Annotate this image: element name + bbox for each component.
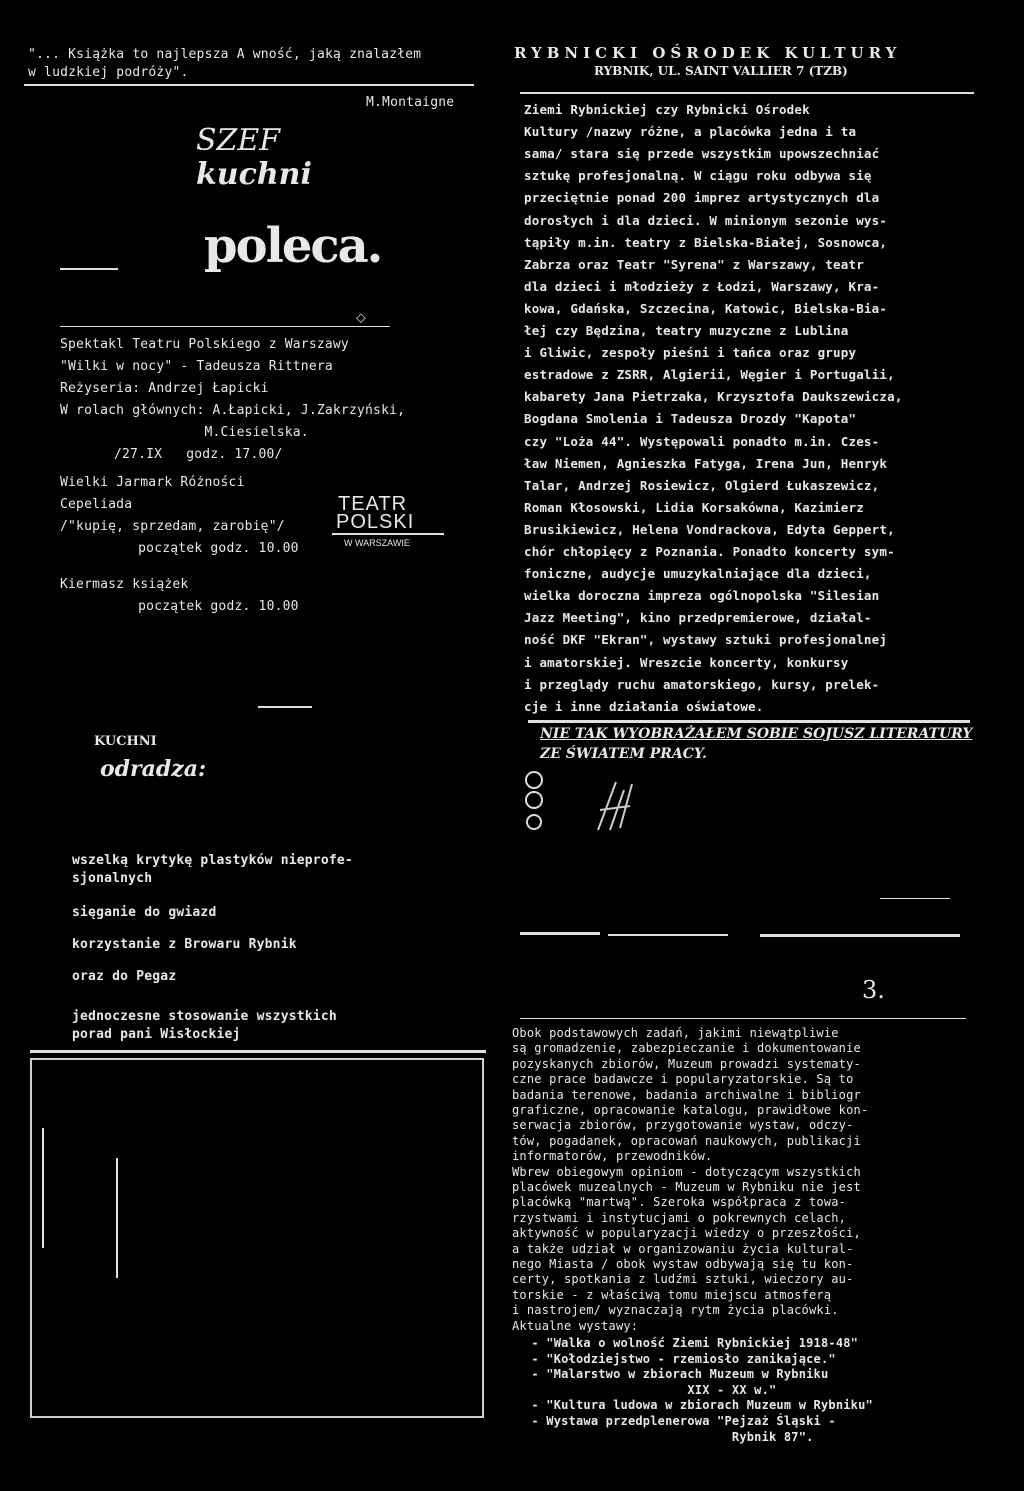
teatr-logo-line-3: W WARSZAWIE bbox=[344, 538, 410, 548]
short-dash bbox=[60, 268, 118, 270]
header-address: RYBNIK, UL. SAINT VALLIER 7 (TZB) bbox=[594, 64, 848, 78]
page-number: 3. bbox=[862, 976, 885, 1004]
quote-line-2: w ludzkiej podróży". bbox=[28, 65, 189, 80]
handwritten-line-1: NIE TAK WYOBRAŻAŁEM SOBIE SOJUSZ LITERATURY bbox=[540, 726, 973, 742]
avoid-item-3: korzystanie z Browaru Rybnik bbox=[72, 937, 297, 952]
exhibit-line-1: - "Walka o wolność Ziemi Rybnickiej 1918-48" bbox=[524, 1336, 859, 1350]
center-line-22: foniczne, audycje umuzykalniające dla dzieci, bbox=[524, 566, 872, 582]
teatr-logo-line-2: POLSKI bbox=[336, 511, 415, 533]
fair-line-3: /"kupię, sprzedam, zarobię"/ bbox=[60, 519, 285, 534]
museum-line-18: torskie - z właściwą tomu miejscu atmosferą bbox=[512, 1287, 832, 1302]
quote-author: M.Montaigne bbox=[366, 95, 455, 110]
center-line-11: łej czy Będzina, teatry muzyczne z Lublina bbox=[524, 323, 849, 338]
chef-word-2: kuchni bbox=[196, 157, 312, 192]
empty-image-frame bbox=[30, 1058, 484, 1418]
frame-mark-1 bbox=[42, 1128, 44, 1248]
center-line-23: wielka doroczna impreza ogólnopolska "Silesian bbox=[524, 588, 880, 604]
center-line-20: Brusikiewicz, Helena Vondrackova, Edyta Geppert, bbox=[524, 521, 895, 537]
center-line-18: Talar, Andrzej Rosiewicz, Olgierd Łukaszewicz, bbox=[524, 477, 880, 493]
center-line-8: Zabrza oraz Teatr "Syrena" z Warszawy, teatr bbox=[524, 256, 864, 272]
center-line-12: i Gliwic, zespoły pieśni i tańca oraz grupy bbox=[524, 345, 857, 361]
play-line-4: W rolach głównych: A.Łapicki, J.Zakrzyński, bbox=[60, 403, 406, 418]
center-line-4: sztukę profesjonalną. W ciągu roku odbywa się bbox=[524, 168, 872, 184]
diamond-ornament: ⬦ bbox=[356, 310, 366, 326]
exhibit-line-5: - "Kultura ludowa w zbiorach Muzeum w Rybniku" bbox=[524, 1398, 873, 1413]
decor-rule-4 bbox=[760, 934, 960, 937]
decor-rule-3 bbox=[608, 934, 728, 936]
left-bottom-rule bbox=[30, 1050, 486, 1053]
center-line-3: sama/ stara się przede wszystkim upowszechniać bbox=[524, 146, 880, 162]
doodle-drawing bbox=[520, 770, 660, 840]
museum-line-12: placówką "martwą". Szeroka współpraca z towa- bbox=[512, 1195, 847, 1210]
exhibit-line-6: - Wystawa przedplenerowa "Pejzaż Śląski - bbox=[524, 1414, 836, 1428]
fair-line-1: Wielki Jarmark Różności bbox=[60, 475, 245, 490]
center-line-9: dla dzieci i młodzieży z Łodzi, Warszawy, Kra- bbox=[524, 278, 880, 294]
exhibit-line-3: - "Malarstwo w zbiorach Muzeum w Rybniku bbox=[524, 1367, 829, 1382]
header-rule bbox=[520, 92, 974, 94]
museum-line-2: są gromadzenie, zabezpieczanie i dokumentowanie bbox=[512, 1041, 861, 1056]
exhibit-line-2: - "Kołodziejstwo - rzemiosło zanikające." bbox=[524, 1351, 836, 1366]
center-line-26: i amatorskiej. Wreszcie koncerty, konkursy bbox=[524, 654, 849, 670]
header-title: RYBNICKI OŚRODEK KULTURY bbox=[514, 44, 902, 62]
museum-line-19: i nastrojem/ wyznaczają rytm życia placówki. bbox=[512, 1303, 839, 1318]
center-line-13: estradowe z ZSRR, Algierii, Węgier i Portugalii, bbox=[524, 367, 895, 383]
center-line-28: cje i inne działania oświatowe. bbox=[524, 698, 764, 714]
exhibit-line-7: Rybnik 87". bbox=[524, 1429, 814, 1444]
museum-line-6: graficzne, opracowanie katalogu, prawidłowe kon- bbox=[512, 1103, 869, 1117]
center-line-2: Kultury /nazwy różne, a placówka jedna i ta bbox=[524, 124, 857, 140]
center-line-1: Ziemi Rybnickiej czy Rybnicki Ośrodek bbox=[524, 102, 810, 117]
book-fair-line-1: Kiermasz książek bbox=[60, 577, 189, 592]
museum-line-8: tów, pogadanek, opracowań naukowych, publikacji bbox=[512, 1133, 861, 1148]
center-line-6: dorosłych i dla dzieci. W minionym sezonie wys- bbox=[524, 212, 888, 228]
museum-line-3: pozyskanych zbiorów, Muzeum prowadzi systematy- bbox=[512, 1056, 861, 1071]
quote-underline bbox=[24, 84, 474, 86]
center-line-19: Roman Kłosowski, Lidia Korsakówna, Kazimierz bbox=[524, 499, 864, 515]
museum-line-7: serwacja zbiorów, przygotowanie wystaw, odczy- bbox=[512, 1118, 854, 1133]
museum-line-10: Wbrew obiegowym opiniom - dotyczącym wszystkich bbox=[512, 1164, 861, 1179]
play-line-2: "Wilki w nocy" - Tadeusza Rittnera bbox=[60, 359, 333, 374]
kitchen-subtitle: odradza: bbox=[100, 756, 207, 782]
fair-line-2: Cepeliada bbox=[60, 497, 133, 512]
play-line-5: M.Ciesielska. bbox=[60, 425, 309, 440]
museum-line-9: informatorów, przewodników. bbox=[512, 1149, 713, 1164]
museum-top-rule bbox=[520, 1018, 966, 1019]
center-line-21: chór chłopięcy z Poznania. Ponadto koncerty sym- bbox=[524, 544, 895, 559]
center-bottom-rule bbox=[528, 720, 970, 723]
book-fair-line-2: początek godz. 10.00 bbox=[90, 599, 299, 614]
quote-line-1: "... Książka to najlepsza A wność, jaką znalazłem bbox=[28, 47, 422, 62]
avoid-item-2: sięganie do gwiazd bbox=[72, 905, 217, 920]
avoid-item-1: wszelką krytykę plastyków nieprofe- sjonalnych bbox=[72, 853, 353, 886]
avoid-item-5: jednoczesne stosowanie wszystkich porad pani Wisłockiej bbox=[72, 1009, 337, 1042]
center-line-14: kabarety Jana Pietrzaka, Krzysztofa Daukszewicza, bbox=[524, 389, 903, 405]
center-line-5: przeciętnie ponad 200 imprez artystycznych dla bbox=[524, 190, 880, 206]
center-line-24: Jazz Meeting", kino przedpremierowe, działal- bbox=[524, 610, 872, 626]
teatr-logo-line-1: TEATR bbox=[338, 493, 408, 515]
exhibit-line-4: XIX - XX w." bbox=[524, 1382, 777, 1397]
center-line-10: kowa, Gdańska, Szczecina, Katowic, Bielska-Bia- bbox=[524, 300, 888, 316]
museum-line-4: czne prace badawcze i popularyzatorskie. Są to bbox=[512, 1072, 854, 1087]
museum-line-15: a także udział w organizowaniu życia kultural- bbox=[512, 1241, 854, 1256]
museum-line-17: certy, spotkania z ludźmi sztuki, wieczory au- bbox=[512, 1272, 854, 1287]
short-dash-2 bbox=[258, 706, 312, 708]
museum-line-16: nego Miasta / obok wystaw odbywają się tu kon- bbox=[512, 1257, 854, 1271]
play-line-1: Spektakl Teatru Polskiego z Warszawy bbox=[60, 337, 349, 352]
museum-line-1: Obok podstawowych zadań, jakimi niewątpliwie bbox=[512, 1026, 839, 1040]
museum-line-13: rzystwami i instytucjami o pokrewnych celach, bbox=[512, 1210, 847, 1225]
handwritten-line-2: ZE ŚWIATEM PRACY. bbox=[540, 746, 707, 762]
center-line-27: i przeglądy ruchu amatorskiego, kursy, prelek- bbox=[524, 676, 880, 692]
museum-line-11: placówek muzealnych - Muzeum w Rybniku nie jest bbox=[512, 1180, 861, 1194]
center-line-7: tąpiły m.in. teatry z Bielska-Białej, Sosnowca, bbox=[524, 234, 888, 250]
play-line-6: /27.IX godz. 17.00/ bbox=[114, 447, 283, 462]
teatr-logo-rule bbox=[332, 533, 444, 535]
chef-word-1: SZEF bbox=[196, 123, 281, 158]
museum-line-20: Aktualne wystawy: bbox=[512, 1318, 639, 1333]
decor-rule-2 bbox=[520, 932, 600, 935]
recommends-word: poleca. bbox=[204, 218, 382, 274]
center-line-16: czy "Loża 44". Występowali ponadto m.in. Czes- bbox=[524, 433, 880, 449]
museum-line-14: aktywność w popularyzacji wiedzy o przeszłości, bbox=[512, 1226, 861, 1241]
play-line-3: Reżyseria: Andrzej Łapicki bbox=[60, 381, 269, 396]
kitchen-title: KUCHNI bbox=[94, 734, 157, 749]
museum-line-5: badania terenowe, badania archiwalne i bibliogr bbox=[512, 1087, 861, 1102]
section-divider bbox=[60, 326, 390, 327]
decor-rule-1 bbox=[880, 898, 950, 899]
center-line-15: Bogdana Smolenia i Tadeusza Drozdy "Kapota" bbox=[524, 411, 857, 427]
frame-mark-2 bbox=[116, 1158, 118, 1278]
fair-line-4: początek godz. 10.00 bbox=[90, 541, 299, 556]
avoid-item-4: oraz do Pegaz bbox=[72, 969, 177, 984]
center-line-17: ław Niemen, Agnieszka Fatyga, Irena Jun, Henryk bbox=[524, 455, 888, 471]
center-line-25: ność DKF "Ekran", wystawy sztuki profesjonalnej bbox=[524, 632, 888, 648]
